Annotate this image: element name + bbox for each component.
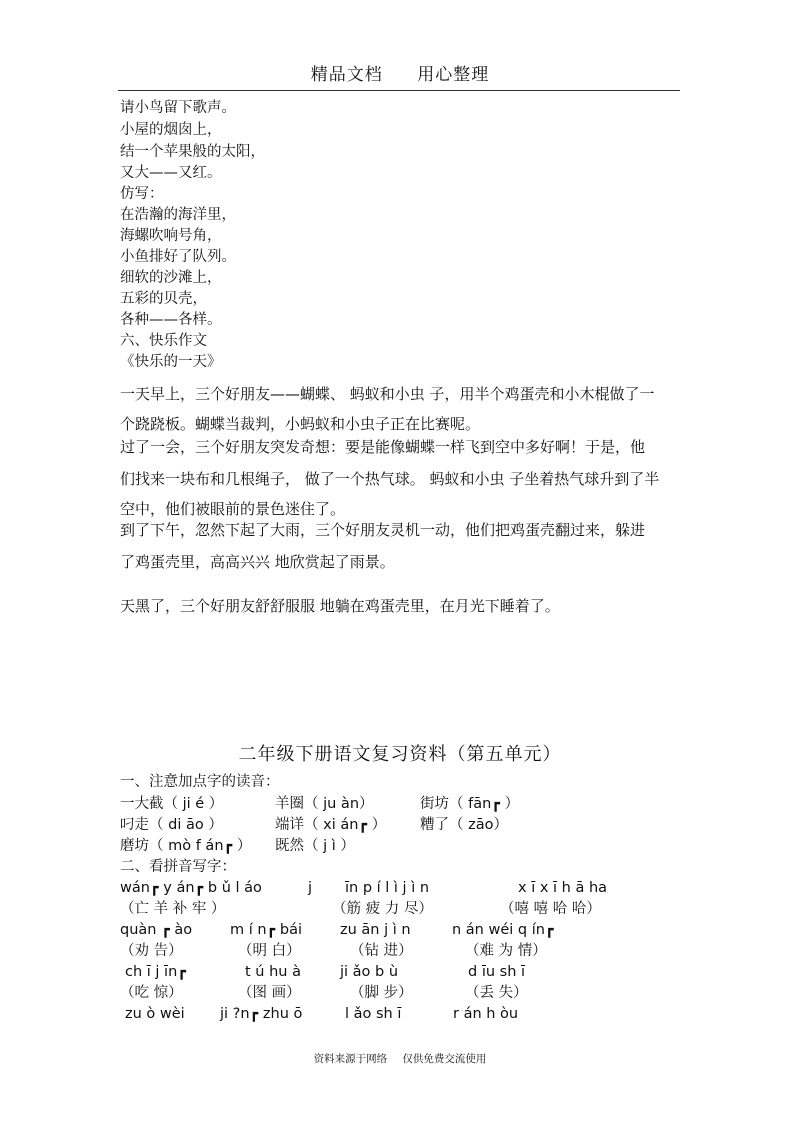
word-answer: （脚 步） — [350, 985, 413, 1001]
pinyin-text: zu ān j ì n — [340, 922, 411, 938]
poem-line: 细软的沙滩上， — [120, 270, 222, 286]
part2-heading: 二、看拼音写字： — [120, 859, 236, 875]
reading-item: 一大截（ ji é ） — [120, 796, 224, 812]
pinyin-text: d īu sh ī — [468, 964, 526, 980]
pinyin-text: t ú hu à — [245, 964, 301, 980]
word-answer: （难 为 情） — [465, 943, 547, 959]
poem-line: 小屋的烟囱上， — [120, 122, 222, 138]
essay-line: 到了下午，忽然下起了大雨，三个好朋友灵机一动，他们把鸡蛋壳翻过来，躲进 — [120, 521, 646, 539]
reading-item: 磨坊（ mò f án┏ ） — [120, 838, 252, 854]
word-answer: （丢 失） — [465, 985, 528, 1001]
poem-line: 仿写： — [120, 186, 164, 202]
pinyin-text: j — [308, 880, 313, 896]
essay-line: 空中，他们被眼前的景色迷住了。 — [120, 500, 346, 518]
word-answer: （图 画） — [238, 985, 301, 1001]
word-answer: （明 白） — [238, 943, 301, 959]
pinyin-text: n án wéi q ín┏ — [452, 922, 554, 938]
poem-line: 五彩的贝壳， — [120, 291, 207, 307]
header-right: 用心整理 — [417, 65, 490, 85]
poem-line: 又大——又红。 — [120, 165, 222, 181]
pinyin-text: zu ò wèi — [125, 1006, 185, 1022]
poem-line: 请小鸟留下歌声。 — [120, 100, 236, 116]
header-divider — [118, 90, 680, 91]
word-answer: （筋 疲 力 尽） — [332, 901, 433, 917]
essay-title: 《快乐的一天》 — [120, 354, 222, 370]
word-answer: （吃 惊） — [120, 985, 183, 1001]
poem-line: 各种——各样。 — [120, 312, 222, 328]
reading-item: 羊圈（ ju àn） — [275, 796, 374, 812]
page-footer — [0, 1051, 800, 1066]
pinyin-text: m í n┏ bái — [230, 922, 303, 938]
pinyin-text: ji ǎo b ù — [340, 964, 399, 980]
pinyin-text: wán┏ y án┏ b ǔ l áo — [120, 880, 262, 896]
pinyin-text: īn p í l ì j ì n — [345, 880, 430, 896]
section-heading: 六、快乐作文 — [120, 333, 207, 349]
pinyin-text: r án h òu — [453, 1006, 519, 1022]
essay-line: 一天早上，三个好朋友——蝴蝶、 蚂蚁和小虫 子，用半个鸡蛋壳和小木棍做了一 — [120, 385, 655, 403]
poem-line: 海螺吹响号角， — [120, 228, 222, 244]
page-header — [0, 60, 800, 85]
pinyin-text: l ǎo sh ī — [345, 1006, 402, 1022]
pinyin-text: x ī x ī h ā ha — [518, 880, 608, 896]
pinyin-text: quàn ┏ ào — [120, 922, 193, 938]
essay-line: 了鸡蛋壳里，高高兴兴 地欣赏起了雨景。 — [120, 553, 395, 571]
pinyin-text: ch ī j īn┏ — [125, 964, 186, 980]
section-title: 二年级下册语文复习资料（第五单元） — [238, 744, 562, 765]
header-left: 精品文档 — [310, 65, 383, 85]
pinyin-text: ji ?n┏ zhu ō — [220, 1006, 303, 1022]
poem-line: 小鱼排好了队列。 — [120, 249, 236, 265]
footer-right: 仅供免费交流使用 — [402, 1053, 487, 1065]
word-answer: （嘻 嘻 哈 哈） — [500, 901, 601, 917]
reading-item: 糟了（ zāo） — [420, 817, 508, 833]
essay-line: 天黑了，三个好朋友舒舒服服 地躺在鸡蛋壳里，在月光下睡着了。 — [120, 597, 560, 615]
word-answer: （劝 告） — [120, 943, 183, 959]
reading-item: 街坊（ fān┏ ） — [420, 796, 520, 812]
reading-item: 叼走（ di āo ） — [120, 817, 223, 833]
essay-line: 个跷跷板。蝴蝶当裁判，小蚂蚁和小虫子正在比赛呢。 — [120, 415, 481, 433]
part1-heading: 一、注意加点字的读音： — [120, 774, 280, 790]
poem-line: 在浩瀚的海洋里， — [120, 207, 236, 223]
word-answer: （亡 羊 补 牢 ） — [120, 901, 226, 917]
footer-left: 资料来源于网络 — [313, 1053, 388, 1065]
reading-item: 既然（ j ì ） — [275, 838, 355, 854]
reading-item: 端详（ xi án┏ ） — [275, 817, 387, 833]
word-answer: （钻 进） — [350, 943, 413, 959]
poem-line: 结一个苹果般的太阳， — [120, 144, 265, 160]
essay-line: 过了一会，三个好朋友突发奇想：要是能像蝴蝶一样飞到空中多好啊！于是，他 — [120, 438, 646, 456]
essay-line: 们找来一块布和几根绳子， 做了一个热气球。 蚂蚁和小虫 子坐着热气球升到了半 — [120, 470, 660, 488]
